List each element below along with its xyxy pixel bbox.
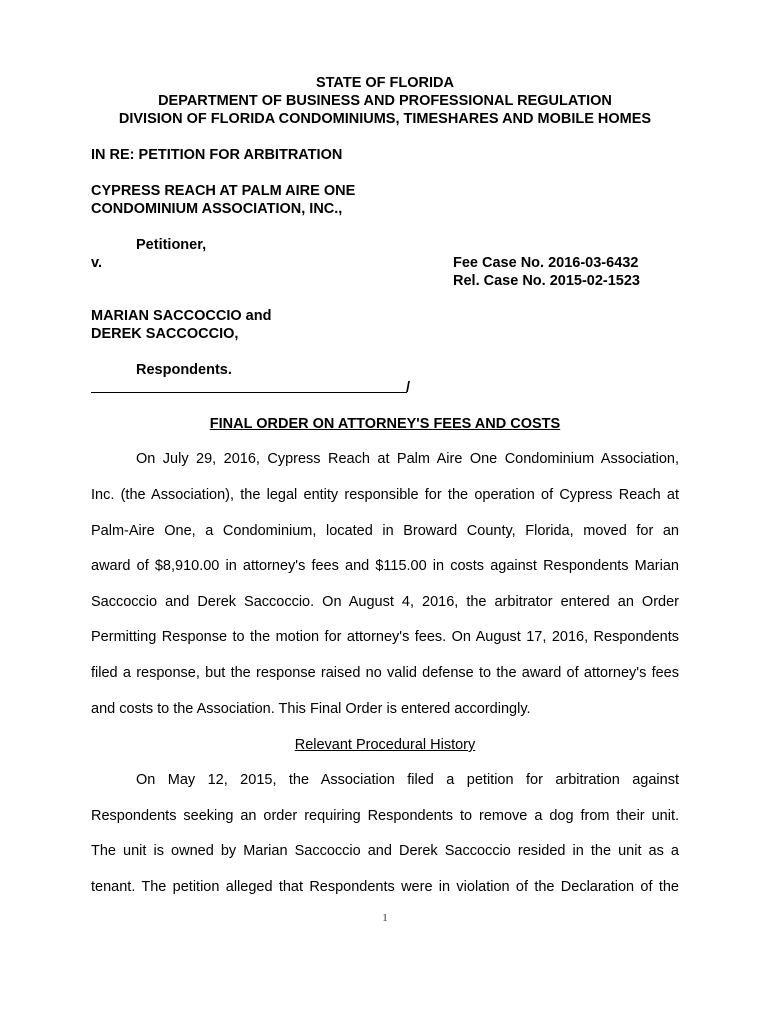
- page-number: 1: [382, 912, 388, 924]
- p1-line: and costs to the Association. This Final Order is entered accordingly.: [91, 701, 531, 717]
- petitioner-name-line2: CONDOMINIUM ASSOCIATION, INC.,: [91, 201, 343, 217]
- p1-line: filed a response, but the response raised no valid defense to the award of attorney's fees: [91, 665, 679, 681]
- p1-line: Inc. (the Association), the legal entity responsible for the operation of Cypress Reach at: [91, 487, 679, 503]
- in-re-heading: IN RE: PETITION FOR ARBITRATION: [91, 147, 343, 163]
- header-state: STATE OF FLORIDA: [315, 75, 454, 91]
- rel-case-number: Rel. Case No. 2015-02-1523: [453, 273, 640, 289]
- header-division: DIVISION OF FLORIDA CONDOMINIUMS, TIMESHARES AND MOBILE HOMES: [118, 111, 652, 127]
- p1-line: award of $8,910.00 in attorney's fees and $115.00 in costs against Respondents Marian: [91, 558, 679, 574]
- respondent-name-line1: MARIAN SACCOCCIO and: [91, 308, 272, 324]
- p1-line: Palm-Aire One, a Condominium, located in Broward County, Florida, moved for an: [91, 523, 679, 539]
- p2-line: Respondents seeking an order requiring Respondents to remove a dog from their unit.: [91, 808, 679, 824]
- p1-line: On July 29, 2016, Cypress Reach at Palm Aire One Condominium Association,: [136, 451, 679, 467]
- p1-line: Permitting Response to the motion for attorney's fees. On August 17, 2016, Respondents: [91, 629, 679, 645]
- respondent-label: Respondents.: [136, 362, 232, 378]
- p1-line: Saccoccio and Derek Saccoccio. On August 4, 2016, the arbitrator entered an Order: [91, 594, 679, 610]
- respondent-name-line2: DEREK SACCOCCIO,: [91, 326, 239, 342]
- caption-rule: [91, 392, 407, 393]
- caption-slash: /: [406, 380, 411, 396]
- order-title: FINAL ORDER ON ATTORNEY'S FEES AND COSTS: [209, 416, 561, 432]
- versus: v.: [91, 255, 103, 271]
- fee-case-number: Fee Case No. 2016-03-6432: [453, 255, 639, 271]
- p2-line: On May 12, 2015, the Association filed a petition for arbitration against: [136, 772, 679, 788]
- header-department: DEPARTMENT OF BUSINESS AND PROFESSIONAL REGULATION: [158, 93, 612, 109]
- section-heading: Relevant Procedural History: [294, 737, 476, 753]
- p2-line: The unit is owned by Marian Saccoccio and Derek Saccoccio resided in the unit as a: [91, 843, 679, 859]
- petitioner-name-line1: CYPRESS REACH AT PALM AIRE ONE: [91, 183, 356, 199]
- petitioner-label: Petitioner,: [136, 237, 207, 253]
- p2-line: tenant. The petition alleged that Respondents were in violation of the Declaration of the: [91, 879, 679, 895]
